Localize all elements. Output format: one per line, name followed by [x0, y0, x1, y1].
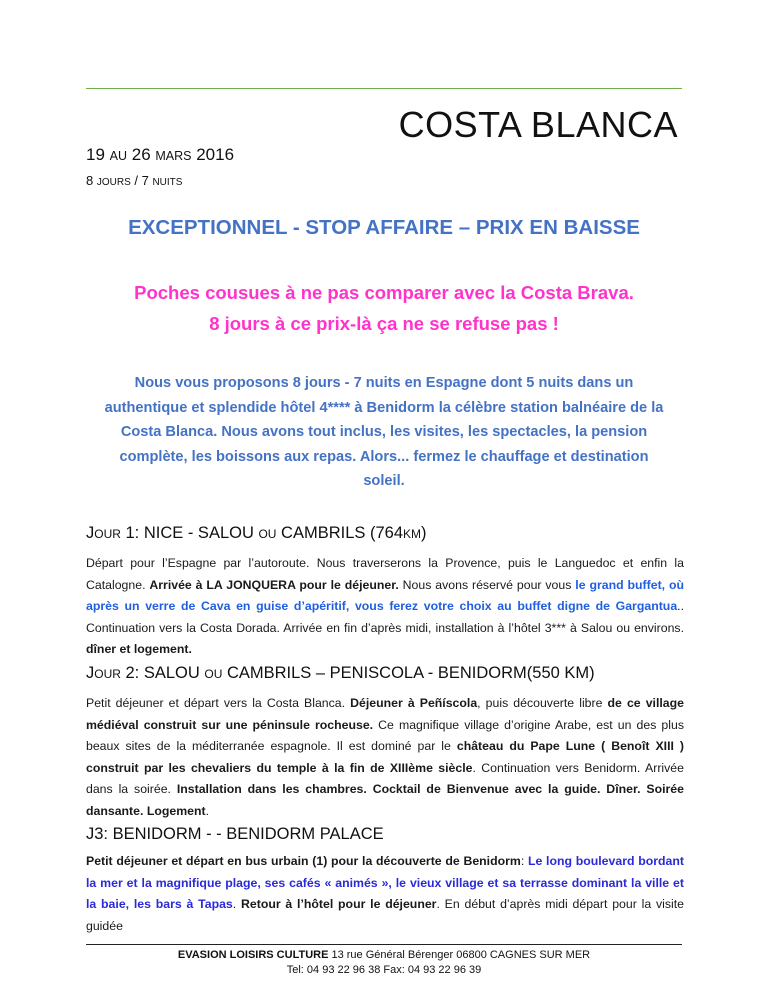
footer-divider [86, 944, 682, 945]
tagline-line-2: 8 jours à ce prix-là ça ne se refuse pas ! [209, 313, 559, 334]
intro-paragraph: Nous vous proposons 8 jours - 7 nuits en Espagne dont 5 nuits dans un authentique et splendide hôtel 4**** à Benidorm la célèbre station balnéaire de la Costa Blanca. Nous avons tout inclus, les visites, les spectacles, la pension complète, les boissons aux repas. Alors... fermez le chauffage et destination soleil. [104, 375, 664, 489]
tagline-line-1: Poches cousues à ne pas comparer avec la Costa Brava. [134, 282, 634, 303]
travel-dates: 19 AU 26 MARS 2016 [86, 145, 235, 164]
trip-duration: 8 JOURS / 7 NUITS [86, 173, 183, 188]
page-title: COSTA BLANCA [398, 104, 678, 145]
footer-address-line: EVASION LOISIRS CULTURE 13 rue Général Bérenger 06800 CAGNES SUR MER [177, 949, 591, 961]
top-divider [86, 88, 682, 89]
footer [86, 948, 682, 978]
day-3-description: Petit déjeuner et départ en bus urbain (1) pour la découverte de Benidorm: Le long boulevard bordant la mer et la magnifique plage, ses cafés « animés », le vieux village et sa terrasse dominant la ville et la baie, les bars à Tapas. Retour à l’hôtel pour le déjeuner. En début d’après midi départ pour la visite guidée [86, 854, 684, 933]
promo-headline: EXCEPTIONNEL - STOP AFFAIRE – PRIX EN BAISSE [128, 216, 640, 239]
footer-contact-line: Tel: 04 93 22 96 38 Fax: 04 93 22 96 39 [286, 964, 482, 976]
day-2-description: Petit déjeuner et départ vers la Costa Blanca. Déjeuner à Peñíscola, puis découverte libre de ce village médiéval construit sur une péninsule rocheuse. Ce magnifique village d’origine Arabe, est un des plus beaux sites de la méditerranée espagnole. Il est dominé par le château du Pape Lune ( Benoît XIII ) construit par les chevaliers du temple à la fin de XIIIème siècle. Continuation vers Benidorm. Arrivée dans la soirée. Installation dans les chambres. Cocktail de Bienvenue avec la guide. Dîner. Soirée dansante. Logement. [86, 696, 684, 818]
day-2-title: JOUR 2: SALOU OU CAMBRILS – PENISCOLA - BENIDORM(550 KM) [86, 664, 595, 682]
tagline [86, 277, 682, 339]
day-3-title: J3: BENIDORM - - BENIDORM PALACE [86, 825, 384, 843]
day-1-description: Départ pour l’Espagne par l’autoroute. Nous traverserons la Provence, puis le Languedoc et enfin la Catalogne. Arrivée à LA JONQUERA pour le déjeuner. Nous avons réservé pour vous le grand buffet, où après un verre de Cava en guise d’apéritif, vous ferez votre choix au buffet digne de Gargantua.. Continuation vers la Costa Dorada. Arrivée en fin d’après midi, installation à l’hôtel 3*** à Salou ou environs. dîner et logement. [86, 556, 684, 656]
day-1-title: JOUR 1: NICE - SALOU OU CAMBRILS (764KM) [86, 524, 427, 542]
